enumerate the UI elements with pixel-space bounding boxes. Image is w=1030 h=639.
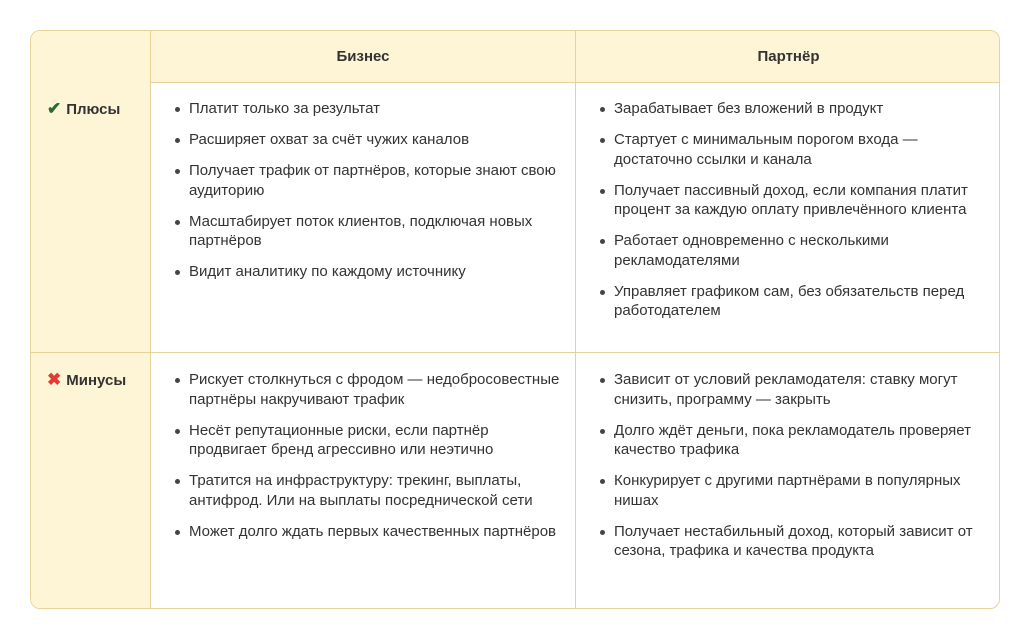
business-pros-list [173, 99, 561, 293]
list-item: Управляет графиком сам, без обязательств перед работодателем [598, 282, 987, 321]
list-item: Получает пассивный доход, если компания платит процент за каждую оплату привлечённого клиента [598, 181, 987, 220]
list-item: Работает одновременно с несколькими рекламодателями [598, 231, 987, 270]
row-label-text: Плюсы [66, 100, 121, 118]
partner-pros-list [598, 99, 987, 332]
list-item: Тратится на инфраструктуру: трекинг, выплаты, антифрод. Или на выплаты посреднической сети [173, 471, 561, 510]
table-header-row [31, 31, 1000, 83]
table-row-minus [31, 353, 1000, 609]
list-item: Стартует с минимальным порогом входа — достаточно ссылки и канала [598, 130, 987, 169]
list-item: Рискует столкнуться с фродом — недобросовестные партнёры накручивают трафик [173, 370, 561, 409]
row-label-cell [31, 353, 151, 609]
list-item: Видит аналитику по каждому источнику [173, 262, 561, 282]
header-business: Бизнес [151, 31, 576, 82]
list-item: Расширяет охват за счёт чужих каналов [173, 130, 561, 150]
list-item: Зависит от условий рекламодателя: ставку могут снизить, программу — закрыть [598, 370, 987, 409]
business-cons-cell [151, 353, 576, 609]
header-empty-cell [31, 31, 151, 82]
list-item: Получает трафик от партнёров, которые знают свою аудиторию [173, 161, 561, 200]
row-label [47, 370, 126, 390]
row-label-cell [31, 82, 151, 352]
list-item: Несёт репутационные риски, если партнёр продвигает бренд агрессивно или неэтично [173, 421, 561, 460]
business-pros-cell [151, 82, 576, 352]
list-item: Может долго ждать первых качественных партнёров [173, 522, 561, 542]
list-item: Зарабатывает без вложений в продукт [598, 99, 987, 119]
row-label [47, 99, 120, 119]
business-cons-list [173, 370, 561, 553]
comparison-table [30, 30, 1000, 609]
table-row-plus [31, 82, 1000, 353]
partner-cons-cell [576, 353, 1000, 609]
list-item: Долго ждёт деньги, пока рекламодатель проверяет качество трафика [598, 421, 987, 460]
row-label-text: Минусы [66, 371, 127, 389]
cross-mark-icon: ✖ [47, 370, 62, 389]
header-partner: Партнёр [757, 48, 820, 65]
check-mark-icon: ✔ [47, 99, 62, 118]
partner-pros-cell [576, 82, 1000, 352]
list-item: Конкурирует с другими партнёрами в популярных нишах [598, 471, 987, 510]
list-item: Платит только за результат [173, 99, 561, 119]
partner-cons-list [598, 370, 987, 572]
list-item: Масштабирует поток клиентов, подключая новых партнёров [173, 212, 561, 251]
list-item: Получает нестабильный доход, который зависит от сезона, трафика и качества продукта [598, 522, 987, 561]
